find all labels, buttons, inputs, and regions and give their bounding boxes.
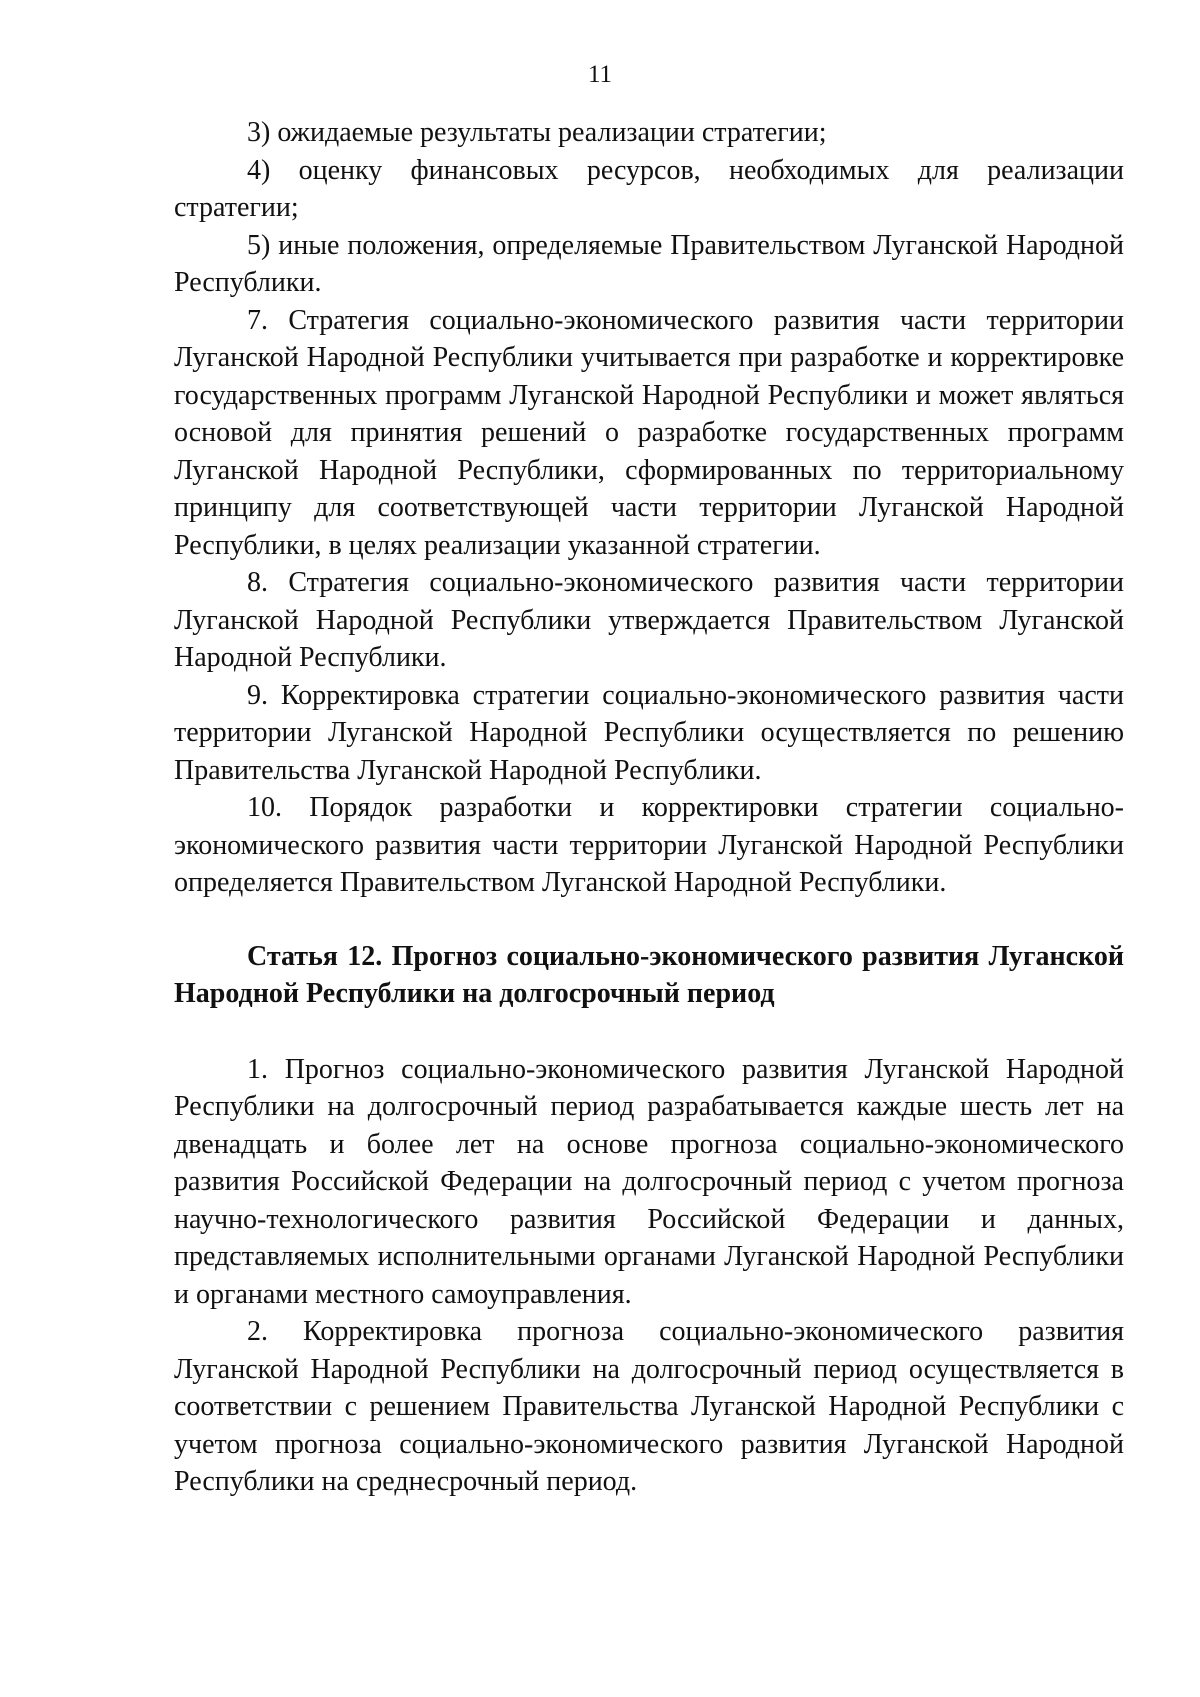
article-12-clause-1: 1. Прогноз социально-экономического развития Луганской Народной Республики на долгосрочный период разрабатывается каждые шесть лет на двенадцать и более лет на основе прогноза социально-экономического развития Российской Федерации на долгосрочный период с учетом прогноза научно-технологического развития Российской Федерации и данных, представляемых исполнительными органами Луганской Народной Республики и органами местного самоуправления.: [174, 1053, 1124, 1310]
list-item-other-provisions: 5) иные положения, определяемые Правительством Луганской Народной Республики.: [174, 229, 1124, 298]
article-12-heading: Статья 12. Прогноз социально-экономического развития Луганской Народной Республики на долгосрочный период: [174, 940, 1124, 1009]
article-12-clause-2: 2. Корректировка прогноза социально-экономического развития Луганской Народной Республики на долгосрочный период осуществляется в соответствии с решением Правительства Луганской Народной Республики с учетом прогноза социально-экономического развития Луганской Народной Республики на среднесрочный период.: [174, 1316, 1124, 1497]
page-number: 11: [587, 61, 613, 88]
clause-10: 10. Порядок разработки и корректировки стратегии социально-экономического развития части территории Луганской Народной Республики определяется Правительством Луганской Народной Республики.: [174, 792, 1124, 898]
document-body: [174, 114, 1124, 1501]
clause-7: 7. Стратегия социально-экономического развития части территории Луганской Народной Республики учитывается при разработке и корректировке государственных программ Луганской Народной Республики и может являться основой для принятия решений о разработке государственных программ Луганской Народной Республики, сформированных по территориальному принципу для соответствующей части территории Луганской Народной Республики, в целях реализации указанной стратегии.: [174, 304, 1124, 561]
clause-9: 9. Корректировка стратегии социально-экономического развития части территории Луганской Народной Республики осуществляется по решению Правительства Луганской Народной Республики.: [174, 679, 1124, 786]
list-item-financial-assessment: 4) оценку финансовых ресурсов, необходимых для реализации стратегии;: [174, 154, 1124, 223]
clause-8: 8. Стратегия социально-экономического развития части территории Луганской Народной Республики утверждается Правительством Луганской Народной Республики.: [174, 567, 1124, 673]
list-item-expected-results: 3) ожидаемые результаты реализации стратегии;: [247, 117, 827, 148]
